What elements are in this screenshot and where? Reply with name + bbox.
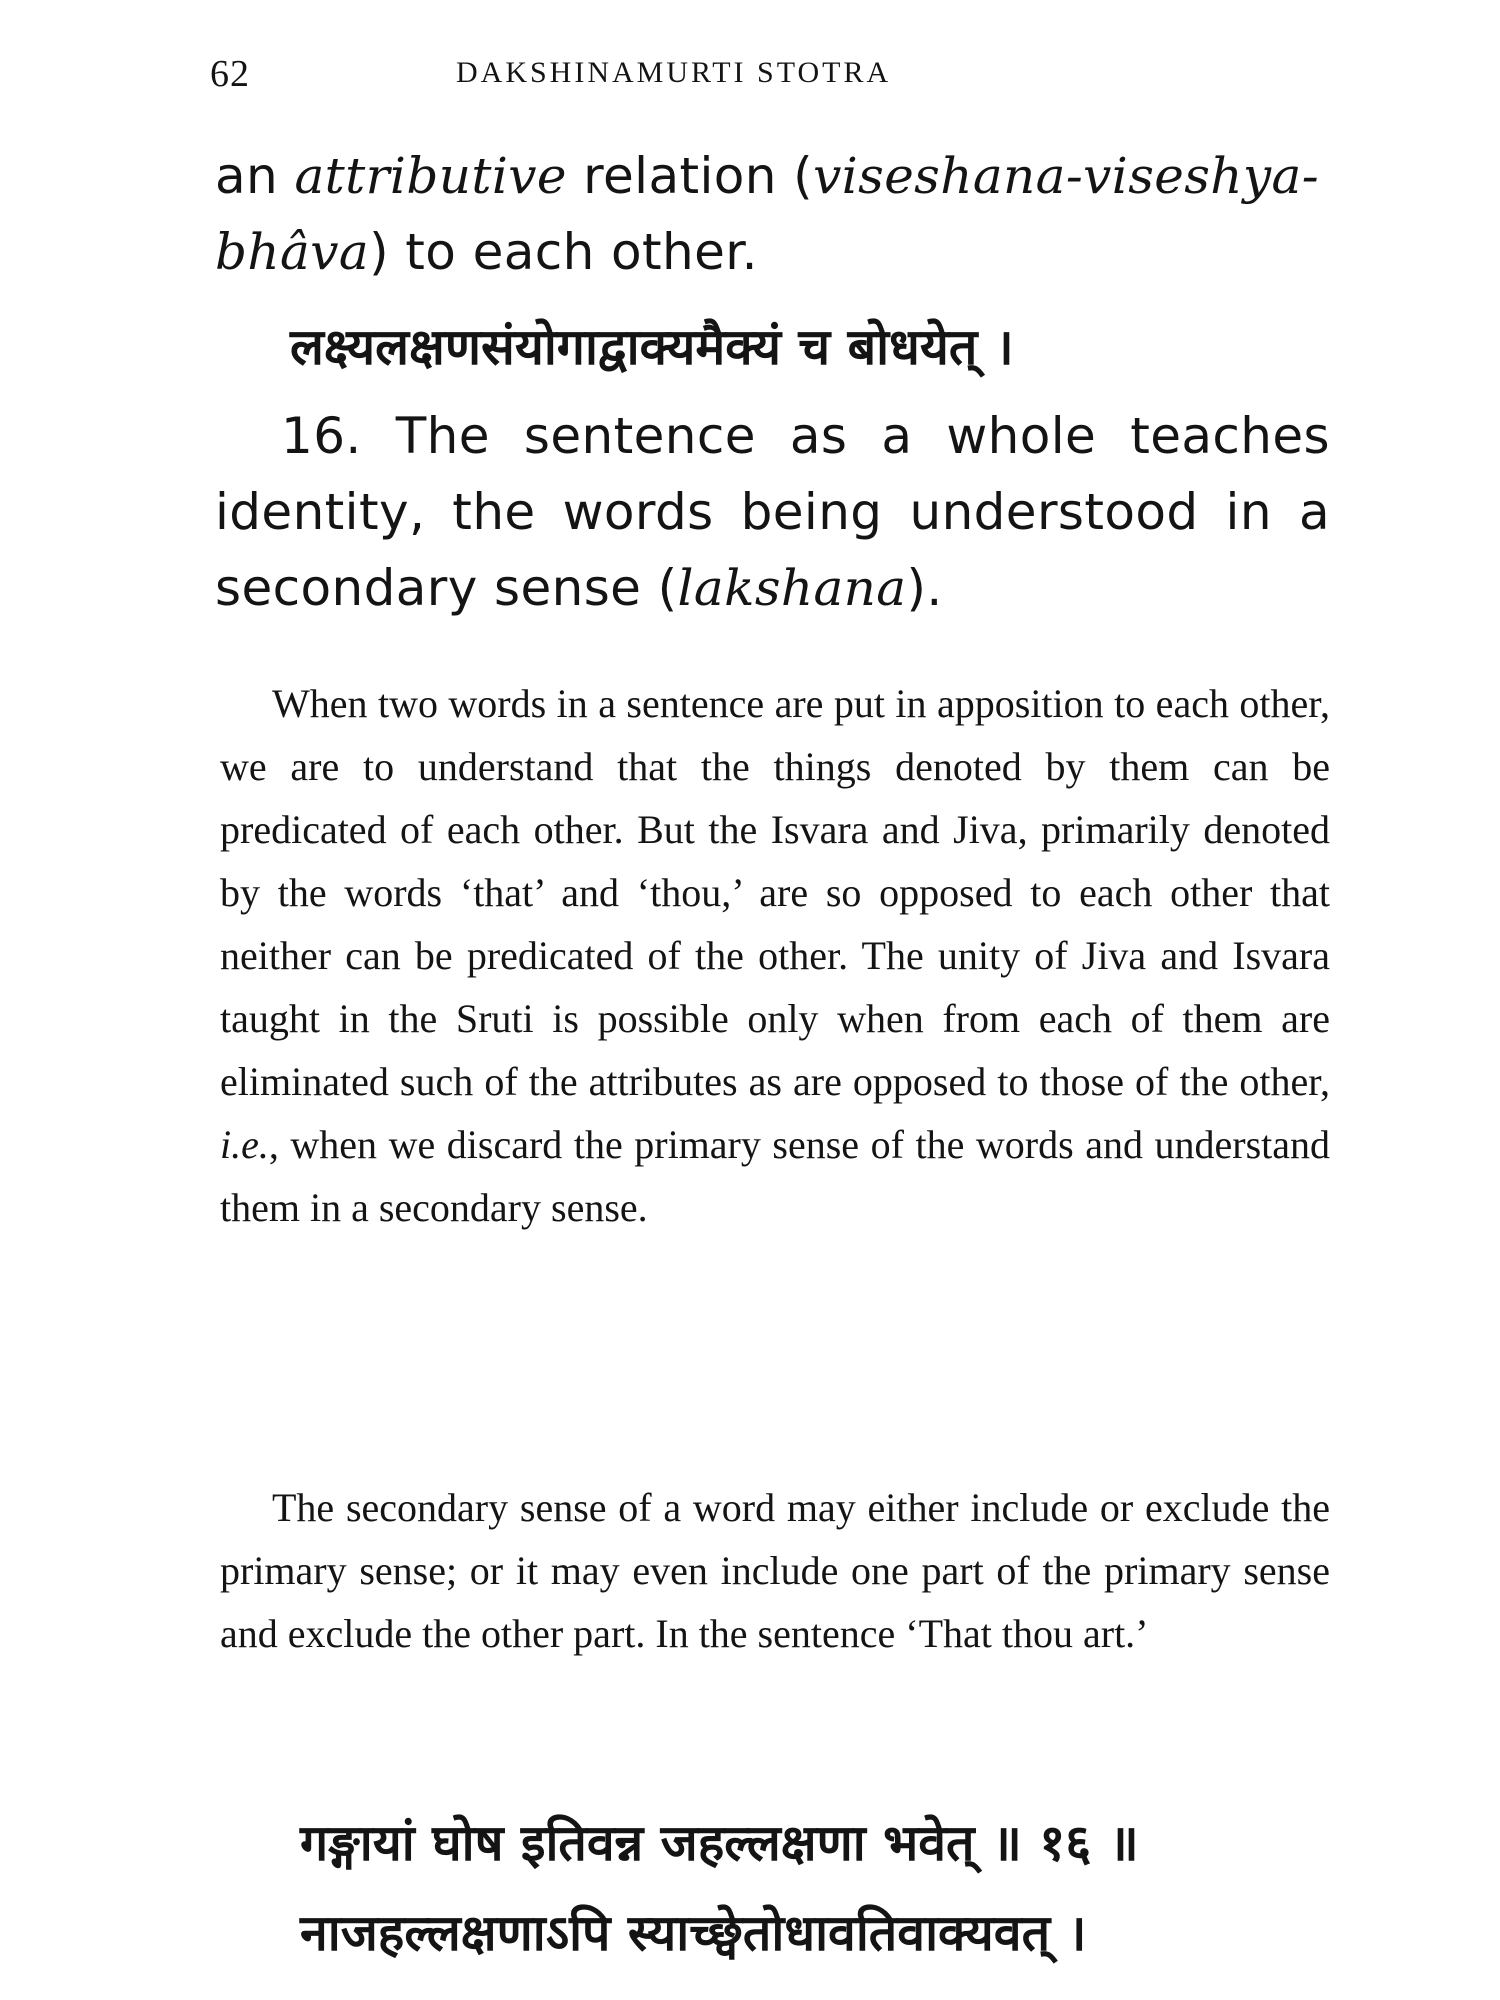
verse-translation-16: 16. The sentence as a whole teaches identity, the words being understood in a secondary sense (lakshana). — [215, 407, 1330, 617]
intro-text: an attributive relation (viseshana-viseshya-bhâva) to each other. — [215, 147, 1320, 281]
italic-term: viseshana-viseshya-bhâva — [215, 147, 1320, 281]
italic-abbreviation: i.e. — [220, 1122, 269, 1167]
sanskrit-verse-line-2: नाजहल्लक्षणाऽपि स्याच्छ्वेतोधावतिवाक्यवत् । — [300, 1904, 1087, 1962]
italic-term: lakshana — [677, 559, 907, 617]
page-number: 62 — [210, 53, 250, 95]
italic-term: attributive — [294, 147, 567, 205]
running-header — [210, 52, 1330, 102]
commentary-paragraph-1: When two words in a sentence are put in apposition to each other, we are to understand that the things denoted by them can be predicated of each other. But the Isvara and Jiva, primarily denoted by the words ‘that’ and ‘thou,’ are so opposed to each other that neither can be predicated of the other. The unity of Jiva and Isvara taught in the Sruti is possible only when from each of them are eliminated such of the attributes as are opposed to those of the other, i.e., when we discard the primary sense of the words and understand them in a secondary sense. — [220, 681, 1330, 1230]
sanskrit-line: लक्ष्यलक्षणसंयोगाद्वाक्यमैक्यं च बोधयेत् । — [290, 318, 1014, 376]
running-title: DAKSHINAMURTI STOTRA — [456, 56, 892, 89]
commentary-paragraph-2: The secondary sense of a word may either include or exclude the primary sense; or it may even include one part of the primary sense and exclude the other part. In the sentence ‘That thou art.’ — [220, 1485, 1330, 1656]
sanskrit-verse-line-1: गङ्गायां घोष इतिवन्न जहल्लक्षणा भवेत् ॥ १६ ॥ — [300, 1814, 1139, 1872]
